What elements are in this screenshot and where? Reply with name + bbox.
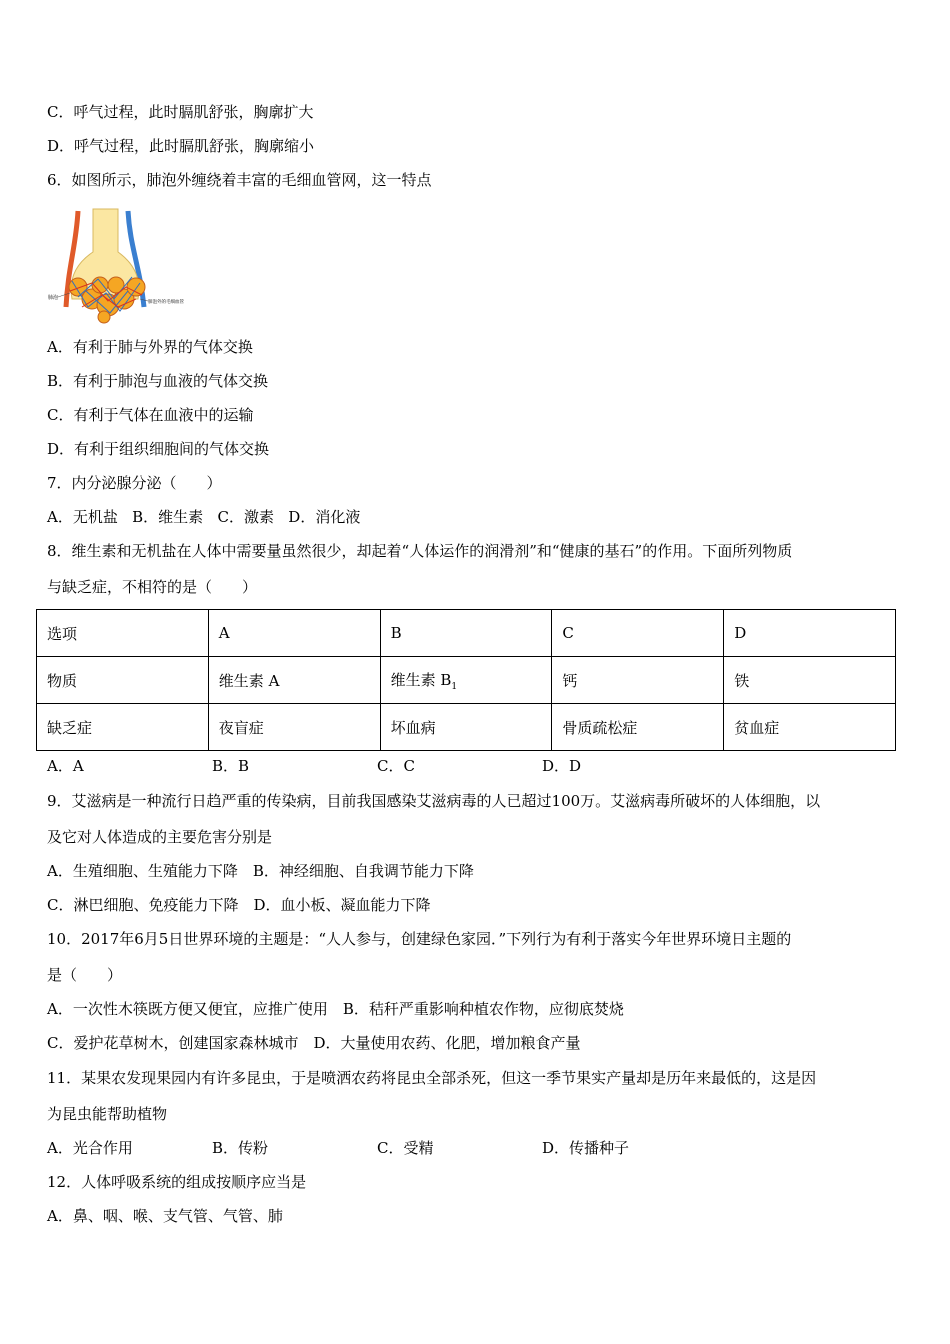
table-cell: 物质	[37, 657, 209, 704]
figure-label-capillary: 肺泡外的毛细血管	[148, 300, 184, 305]
table-cell: 坏血病	[380, 704, 552, 751]
q7-option-a: A．无机盐	[47, 508, 118, 526]
table-cell: 缺乏症	[37, 704, 209, 751]
q7-option-b: B．维生素	[132, 508, 204, 526]
table-cell: B	[380, 610, 552, 657]
table-cell: 维生素 A	[208, 657, 380, 704]
q9-stem-line1: 9．艾滋病是一种流行日趋严重的传染病，目前我国感染艾滋病毒的人已超过100万。艾滋病毒所破坏的人体细胞，以	[47, 792, 821, 810]
q10-stem-line1: 10．2017年6月5日世界环境的主题是：“人人参与，创建绿色家园．”下列行为有利于落实今年世界环境日主题的	[47, 930, 792, 948]
q12-stem: 12．人体呼吸系统的组成按顺序应当是	[47, 1173, 307, 1191]
q8-options	[47, 755, 581, 777]
vitamin-b-subscript: 1	[451, 681, 458, 692]
q8-option-b: B．B	[212, 757, 250, 775]
table-cell: C	[552, 610, 724, 657]
table-cell: D	[724, 610, 896, 657]
q9-options-ab: A．生殖细胞、生殖能力下降 B．神经细胞、自我调节能力下降	[47, 862, 474, 880]
figure-label-alveolus: 肺泡	[48, 295, 59, 301]
table-cell: 贫血症	[724, 704, 896, 751]
q11-option-b: B．传粉	[212, 1139, 269, 1157]
q7-stem: 7．内分泌腺分泌（ ）	[47, 474, 222, 492]
q7-option-d: D．消化液	[288, 508, 361, 526]
q8-table	[36, 609, 896, 751]
table-cell: 骨质疏松症	[552, 704, 724, 751]
q6-option-d: D．有利于组织细胞间的气体交换	[47, 440, 270, 458]
vitamin-b-text: 维生素 B	[390, 670, 452, 689]
q11-stem-line2: 为昆虫能帮助植物	[47, 1105, 168, 1123]
q11-option-d: D．传播种子	[542, 1139, 630, 1157]
q11-stem-line1: 11．某果农发现果园内有许多昆虫，于是喷洒农药将昆虫全部杀死，但这一季节果实产量却是历年来最低的，这是因	[47, 1069, 817, 1087]
q6-option-b: B．有利于肺泡与血液的气体交换	[47, 372, 269, 390]
q10-stem-line2: 是（ ）	[47, 966, 123, 984]
q8-option-c: C．C	[377, 757, 415, 775]
q7-options	[47, 506, 360, 528]
q8-option-d: D．D	[542, 757, 582, 775]
q11-option-a: A．光合作用	[47, 1139, 133, 1157]
table-cell: 选项	[37, 610, 209, 657]
alveoli-capillary-figure	[48, 207, 184, 325]
option-c: C．呼气过程，此时膈肌舒张，胸廓扩大	[47, 103, 314, 121]
table-cell: 铁	[724, 657, 896, 704]
q6-option-a: A．有利于肺与外界的气体交换	[47, 338, 253, 356]
q9-options-cd: C．淋巴细胞、免疫能力下降 D．血小板、凝血能力下降	[47, 896, 431, 914]
table-row	[37, 610, 896, 657]
table-cell: 钙	[552, 657, 724, 704]
q6-option-c: C．有利于气体在血液中的运输	[47, 406, 254, 424]
q9-stem-line2: 及它对人体造成的主要危害分别是	[47, 828, 273, 846]
q7-option-c: C．激素	[217, 508, 274, 526]
q11-option-c: C．受精	[377, 1139, 434, 1157]
q8-option-a: A．A	[47, 757, 84, 775]
table-cell: A	[208, 610, 380, 657]
q8-stem-line1: 8．维生素和无机盐在人体中需要量虽然很少，却起着“人体运作的润滑剂”和“健康的基石”的作用。下面所列物质	[47, 542, 793, 560]
q6-stem: 6．如图所示，肺泡外缠绕着丰富的毛细血管网，这一特点	[47, 171, 432, 189]
q12-option-a: A．鼻、咽、喉、支气管、气管、肺	[47, 1207, 283, 1225]
option-d: D．呼气过程，此时膈肌舒张，胸廓缩小	[47, 137, 315, 155]
q11-options	[47, 1137, 629, 1159]
table-cell: 夜盲症	[208, 704, 380, 751]
table-row	[37, 657, 896, 704]
q10-options-ab: A．一次性木筷既方便又便宜，应推广使用 B．秸秆严重影响种植农作物，应彻底焚烧	[47, 1000, 624, 1018]
q10-options-cd: C．爱护花草树木，创建国家森林城市 D．大量使用农药、化肥，增加粮食产量	[47, 1034, 581, 1052]
table-cell	[380, 657, 552, 704]
table-row	[37, 704, 896, 751]
q8-stem-line2: 与缺乏症，不相符的是（ ）	[47, 578, 258, 596]
